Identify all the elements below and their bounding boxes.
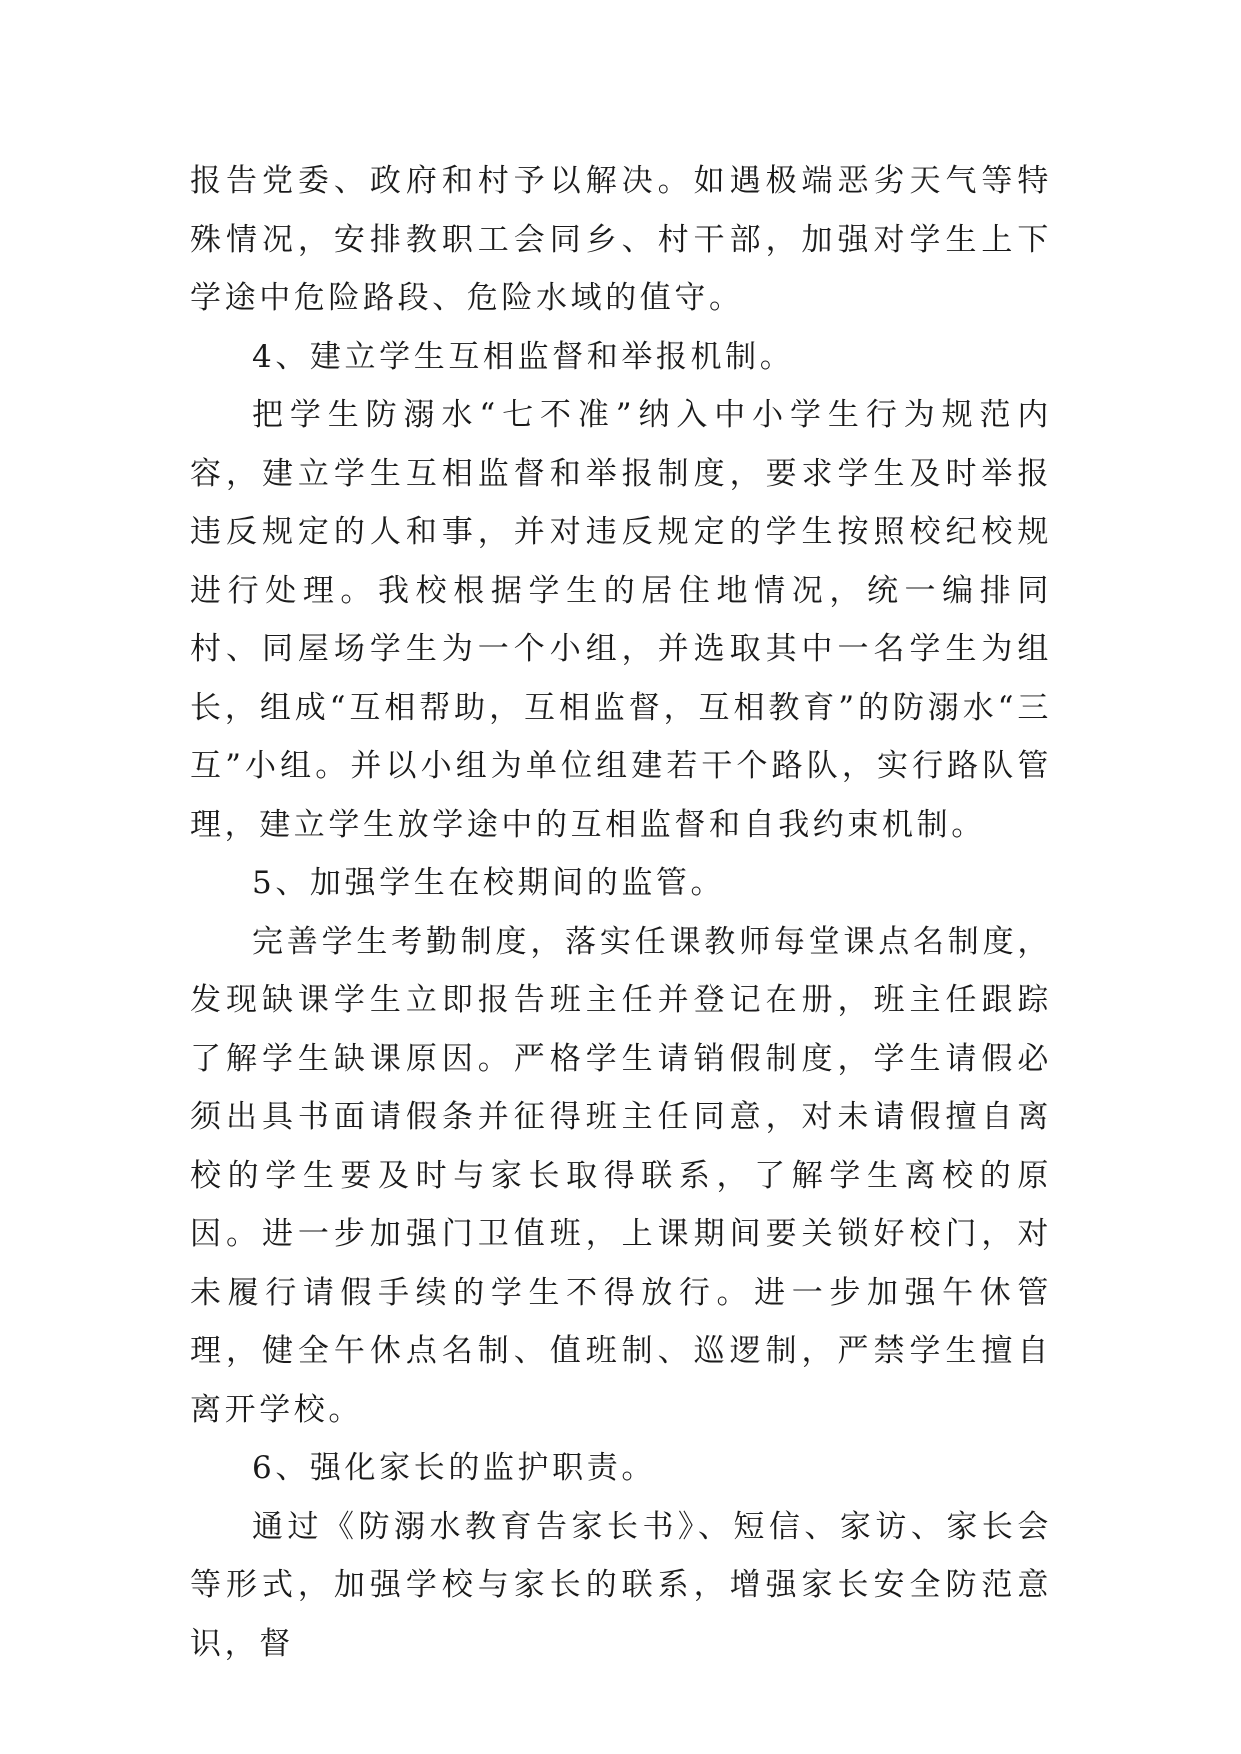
paragraph-mutual-supervision: 把学生防溺水“七不准”纳入中小学生行为规范内容，建立学生互相监督和举报制度，要求学生及时举报违反规定的人和事，并对违反规定的学生按照校纪校规进行处理。我校根据学生的居住地情况，统一编排同村、同屋场学生为一个小组，并选取其中一名学生为组长，组成“互相帮助，互相监督，互相教育”的防溺水“三互”小组。并以小组为单位组建若干个路队，实行路队管理，建立学生放学途中的互相监督和自我约束机制。 bbox=[190, 397, 1052, 843]
paragraph-continuation: 报告党委、政府和村予以解决。如遇极端恶劣天气等特殊情况，安排教职工会同乡、村干部，加强对学生上下学途中危险路段、危险水域的值守。 bbox=[190, 163, 1052, 316]
section-heading-5: 5、加强学生在校期间的监管。 bbox=[252, 865, 726, 901]
section-heading-4: 4、建立学生互相监督和举报机制。 bbox=[252, 338, 795, 375]
document-body bbox=[190, 152, 1052, 1673]
paragraph-parent-duties: 通过《防溺水教育告家长书》、短信、家访、家长会等形式，加强学校与家长的联系，增强家长安全防范意识，督 bbox=[190, 1508, 1052, 1662]
paragraph-school-supervision: 完善学生考勤制度，落实任课教师每堂课点名制度，发现缺课学生立即报告班主任并登记在册，班主任跟踪了解学生缺课原因。严格学生请销假制度，学生请假必须出具书面请假条并征得班主任同意，对未请假擅自离校的学生要及时与家长取得联系，了解学生离校的原因。进一步加强门卫值班，上课期间要关锁好校门，对未履行请假手续的学生不得放行。进一步加强午休管理，健全午休点名制、值班制、巡逻制，严禁学生擅自离开学校。 bbox=[190, 923, 1052, 1428]
section-heading-6: 6、强化家长的监护职责。 bbox=[252, 1450, 656, 1486]
